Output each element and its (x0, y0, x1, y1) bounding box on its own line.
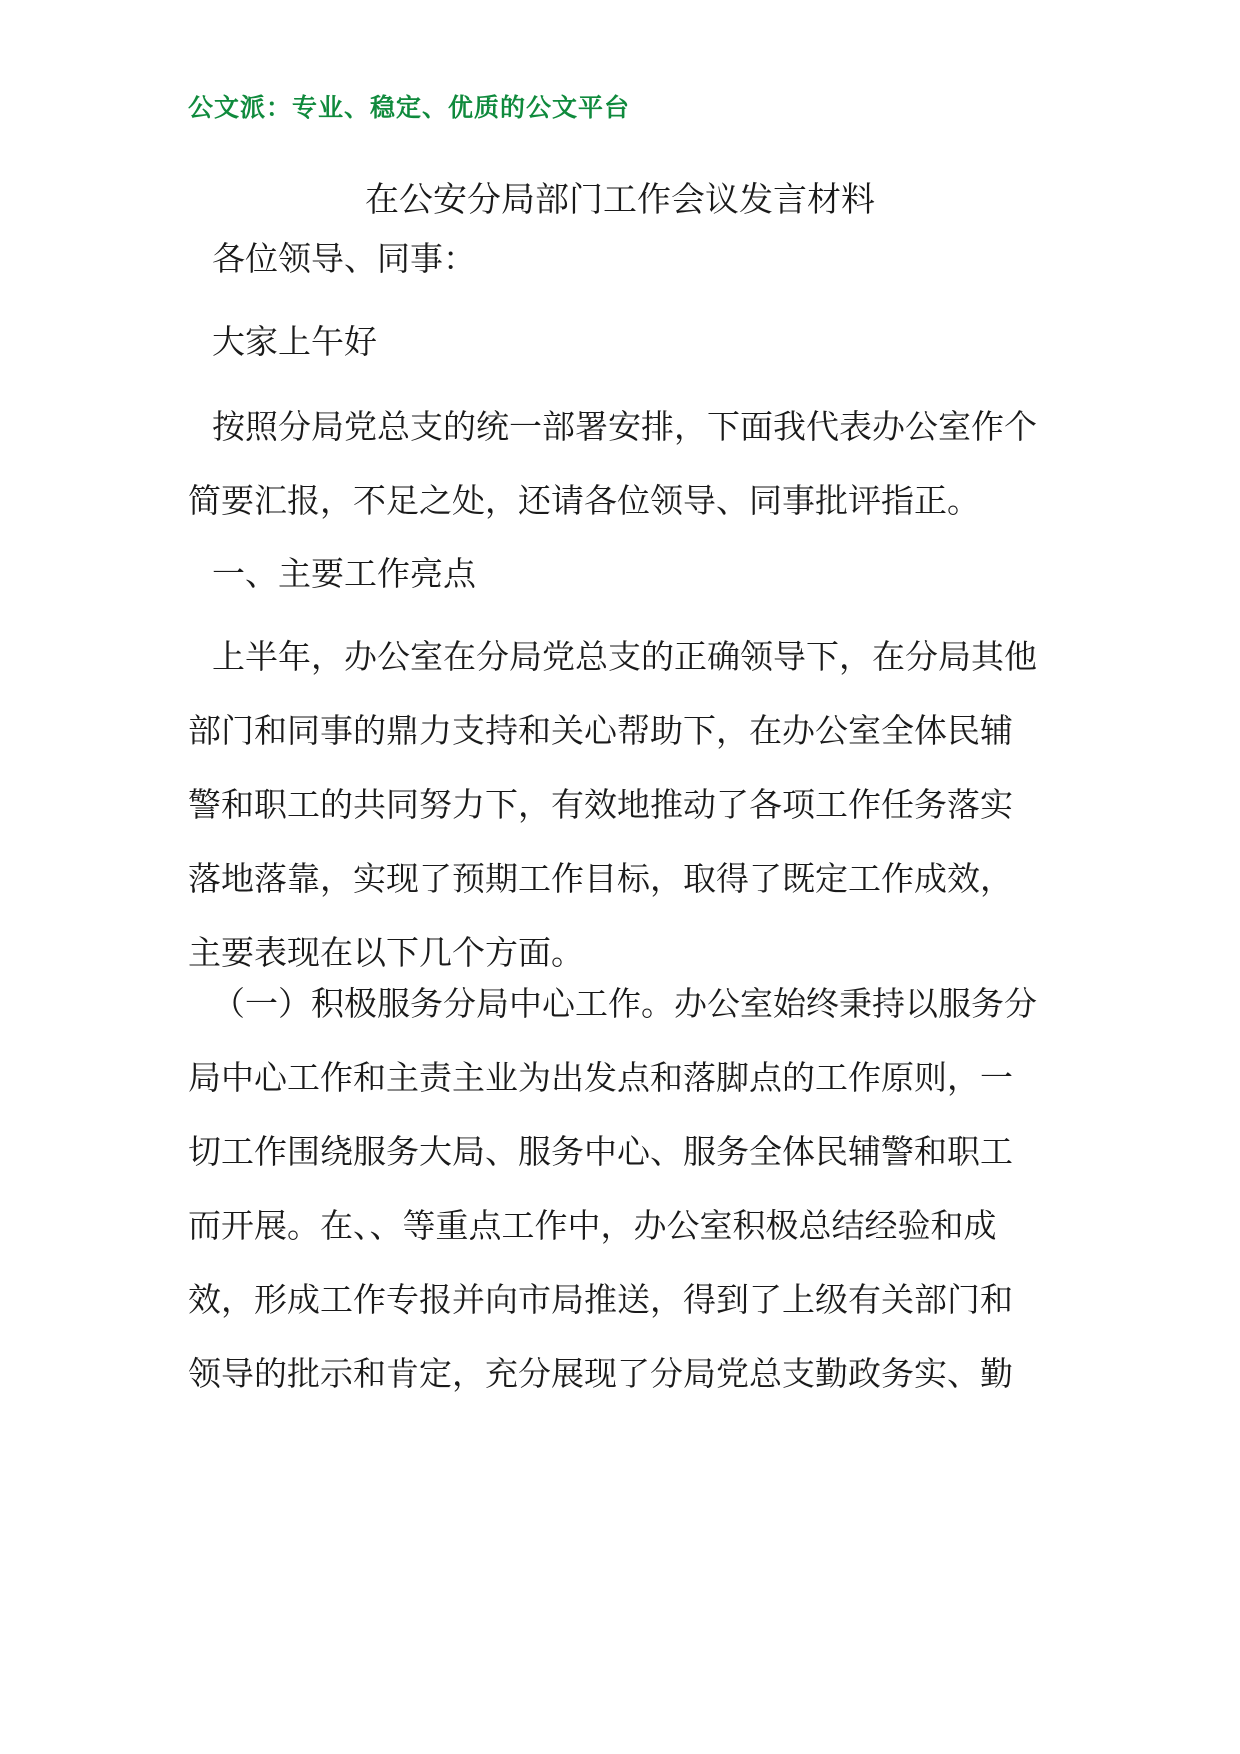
paragraph-line: 警和职工的共同努力下，有效地推动了各项工作任务落实 (188, 785, 1013, 824)
paragraph-line: 领导的批示和肯定，充分展现了分局党总支勤政务实、勤 (188, 1354, 1013, 1393)
intro-line: 按照分局党总支的统一部署安排，下面我代表办公室作个 (212, 407, 1037, 446)
intro-paragraph (188, 390, 1058, 538)
intro-line: 简要汇报，不足之处，还请各位领导、同事批评指正。 (188, 481, 980, 520)
section-heading-block (188, 537, 1058, 611)
paragraph-line: 主要表现在以下几个方面。 (188, 933, 584, 972)
document-title: 在公安分局部门工作会议发言材料 (365, 180, 875, 220)
paragraph-line: 而开展。在、、等重点工作中，办公室积极总结经验和成 (188, 1206, 997, 1245)
header-banner: 公文派：专业、稳定、优质的公文平台 (188, 93, 631, 122)
paragraph-line: （一）积极服务分局中心工作。办公室始终秉持以服务分 (212, 984, 1037, 1023)
greeting: 大家上午好 (212, 322, 377, 361)
salutation: 各位领导、同事： (212, 239, 476, 278)
salutation-block (188, 222, 1058, 296)
paragraph-line: 落地落靠，实现了预期工作目标，取得了既定工作成效， (188, 859, 1013, 898)
paragraph-line: 局中心工作和主责主业为出发点和落脚点的工作原则，一 (188, 1058, 1013, 1097)
paragraph-line: 部门和同事的鼎力支持和关心帮助下，在办公室全体民辅 (188, 711, 1013, 750)
greeting-block (188, 305, 1058, 379)
section-heading: 一、主要工作亮点 (212, 554, 476, 593)
subsection-paragraph (188, 967, 1058, 1411)
paragraph-line: 切工作围绕服务大局、服务中心、服务全体民辅警和职工 (188, 1132, 1013, 1171)
section-paragraph (188, 620, 1058, 990)
paragraph-line: 效，形成工作专报并向市局推送，得到了上级有关部门和 (188, 1280, 1013, 1319)
paragraph-line: 上半年，办公室在分局党总支的正确领导下，在分局其他 (212, 637, 1037, 676)
